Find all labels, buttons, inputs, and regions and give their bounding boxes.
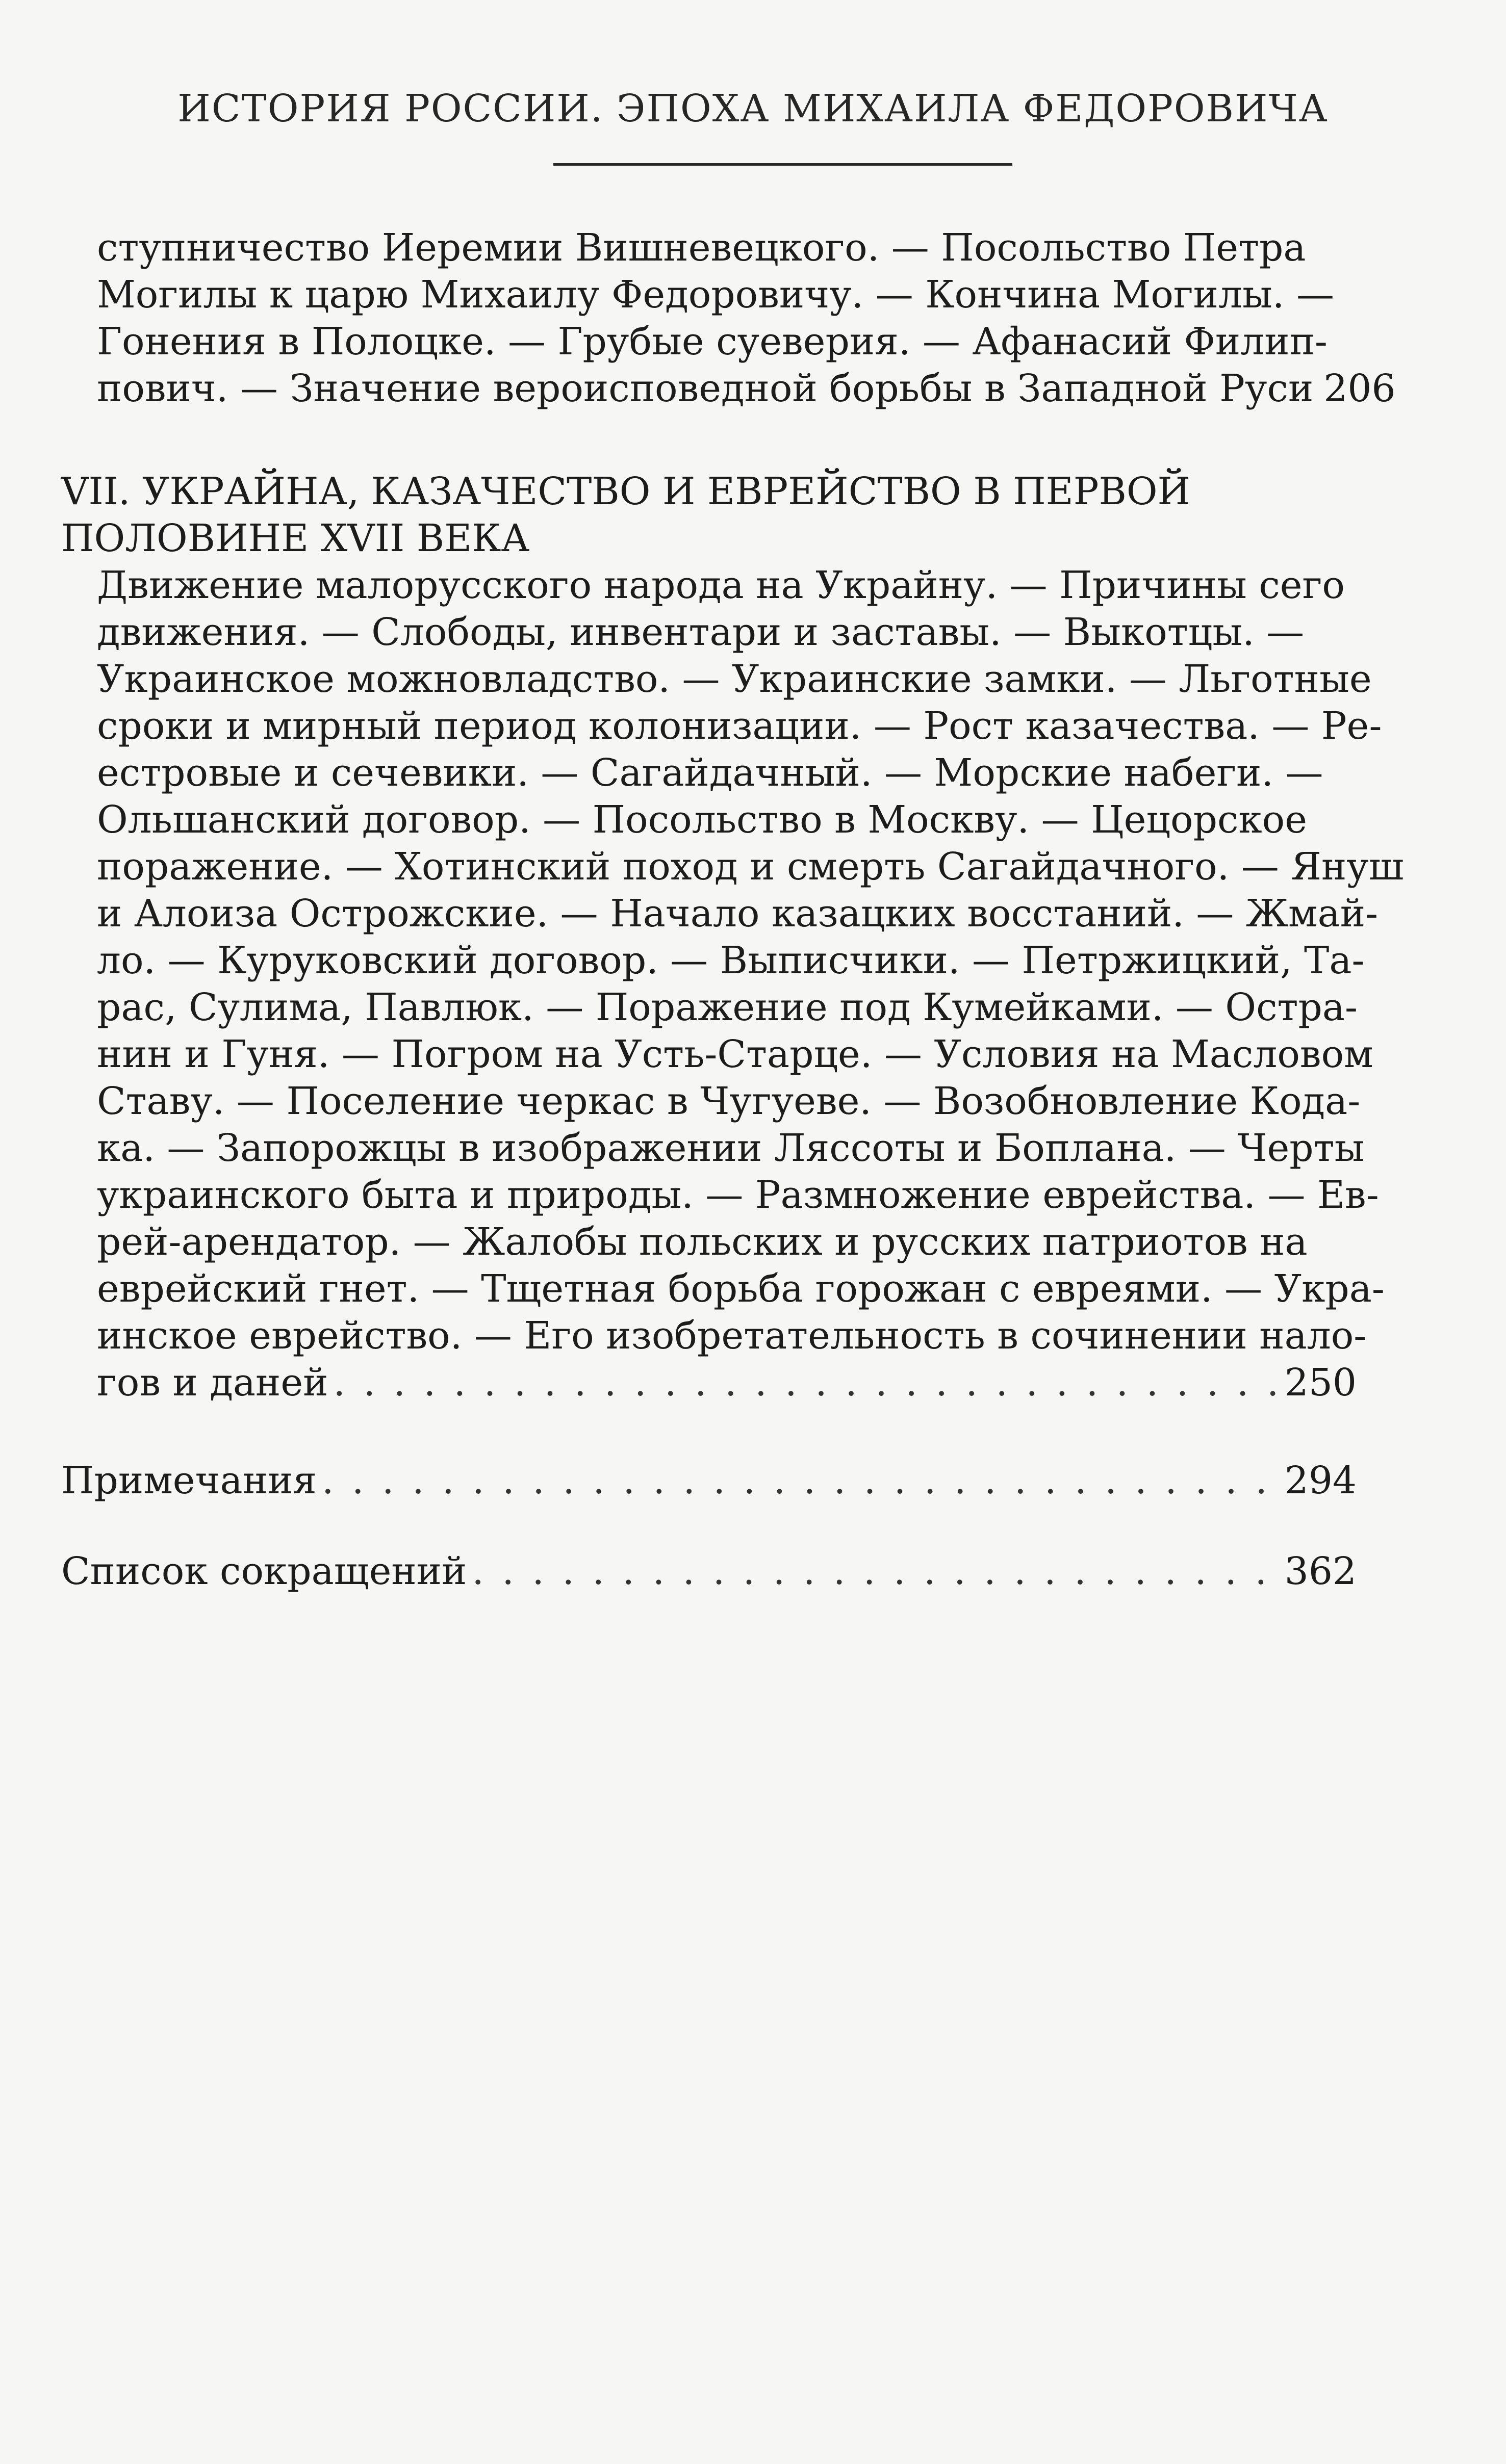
running-header: ИСТОРИЯ РОССИИ. ЭПОХА МИХАИЛА ФЕДОРОВИЧА (177, 87, 1329, 131)
toc-line-last (97, 365, 1396, 412)
chapter-vii-description (97, 562, 1404, 1406)
spacer (61, 1504, 1357, 1548)
toc-line: ка. — Запорожцы в изображении Ляссоты и Боплана. — Черты (97, 1126, 1365, 1170)
toc-line: Украинское можновладство. — Украинские замки. — Льготные (97, 657, 1372, 701)
toc-line: Ставу. — Поселение черкас в Чугуеве. — Возобновление Кода- (97, 1079, 1361, 1123)
toc-line: естровые и сечевики. — Сагайдачный. — Морские набеги. — (97, 751, 1323, 795)
toc-line: сроки и мирный период колонизации. — Рост казачества. — Ре- (97, 704, 1382, 748)
toc-line: ступничество Иеремии Вишневецкого. — Посольство Петра (97, 226, 1306, 270)
table-of-contents (61, 224, 1404, 1595)
toc-line-text: пович. — Значение вероисповедной борьбы в Западной Руси (97, 367, 1314, 410)
toc-line: рас, Сулима, Павлюк. — Поражение под Кумейками. — Остра- (97, 985, 1358, 1029)
page-number: 362 (1284, 1549, 1357, 1593)
dot-leader (322, 1457, 1280, 1504)
toc-line: Движение малорусского народа на Украйну. — Причины сего (97, 563, 1345, 607)
toc-line-last (61, 1457, 1357, 1504)
toc-line: инское еврейство. — Его изобретательность в сочинении нало- (97, 1314, 1367, 1358)
page-number: 206 (1323, 367, 1396, 410)
toc-line: украинского быта и природы. — Размножение еврейства. — Ев- (97, 1173, 1379, 1217)
toc-line: ло. — Куруковский договор. — Выписчики. — Петржицкий, Та- (97, 939, 1365, 982)
toc-line: поражение. — Хотинский поход и смерть Сагайдачного. — Януш (97, 845, 1404, 889)
toc-line: нин и Гуня. — Погром на Усть-Старце. — Условия на Масловом (97, 1032, 1373, 1076)
dot-leader (472, 1548, 1279, 1595)
page-number: 294 (1284, 1459, 1357, 1502)
toc-line-last (97, 1359, 1357, 1406)
toc-line: и Алоиза Острожские. — Начало казацких восстаний. — Жмай- (97, 892, 1379, 936)
toc-entry-vi-continuation (97, 224, 1396, 412)
page-number: 250 (1284, 1361, 1357, 1405)
toc-line: Могилы к царю Михаилу Федоровичу. — Кончина Могилы. — (97, 273, 1334, 317)
toc-line: движения. — Слободы, инвентари и заставы. — Выкотцы. — (97, 610, 1305, 654)
toc-line-last (61, 1548, 1357, 1595)
chapter-vii-title (61, 468, 1357, 562)
dot-leader (333, 1359, 1279, 1406)
toc-entry-abbreviations (61, 1548, 1357, 1595)
toc-entry-label: Примечания (61, 1459, 317, 1502)
toc-entry-label: Список сокращений (61, 1549, 467, 1593)
toc-line-text: гов и даней (97, 1361, 328, 1405)
chapter-title-line: ПОЛОВИНЕ XVII ВЕКА (61, 516, 530, 560)
toc-line: рей-арендатор. — Жалобы польских и русских патриотов на (97, 1220, 1308, 1264)
toc-line: еврейский гнет. — Тщетная борьба горожан с евреями. — Укра- (97, 1267, 1385, 1311)
toc-line: Гонения в Полоцке. — Грубые суеверия. — Афанасий Филип- (97, 320, 1328, 364)
spacer (61, 1406, 1357, 1457)
toc-entry-notes (61, 1457, 1357, 1504)
chapter-title-line: VII. УКРАЙНА, КАЗАЧЕСТВО И ЕВРЕЙСТВО В ПЕРВОЙ (61, 470, 1191, 513)
toc-line: Ольшанский договор. — Посольство в Москву. — Цецорское (97, 798, 1307, 842)
header-rule (553, 163, 1012, 166)
